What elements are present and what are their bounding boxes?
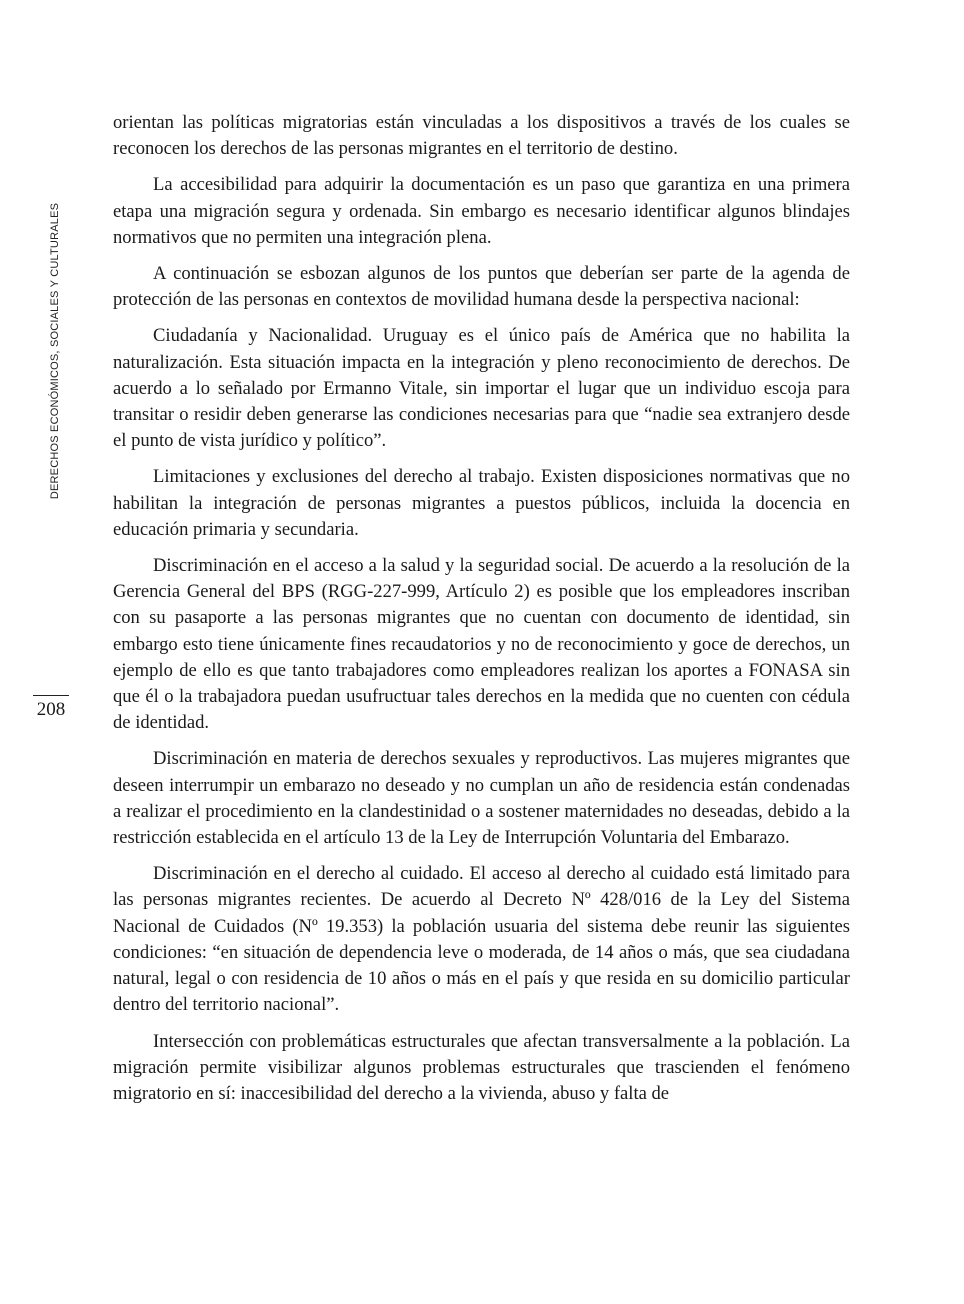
page-number-rule: [33, 695, 69, 696]
running-head-text: DERECHOS ECONÓMICOS, SOCIALES Y CULTURALES: [49, 202, 61, 500]
paragraph-structural-issues: Intersección con problemáticas estructurales que afectan transversalmente a la población. La migración permite visibilizar algunos problemas estructurales que trascienden el fenómeno migratorio en sí: inaccesibilidad del derecho a la vivienda, abuso y falta de: [113, 1030, 850, 1104]
paragraph-health-social-security: Discriminación en el acceso a la salud y la seguridad social. De acuerdo a la resolución de la Gerencia General del BPS (RGG-227-999, Artículo 2) es posible que los empleadores inscriban con su pasaporte a las personas migrantes que no cuentan con documento de identidad, sin embargo esto tiene únicamente fines recaudatorios y no de reconocimiento y goce de derechos, un ejemplo de ello es que tanto trabajadores como empleadores realizan los aportes a FONASA sin que él o la trabajadora puedan usufructuar tales derechos en la medida que no cuenten con cédula de identidad.: [113, 555, 850, 734]
body-text: [113, 110, 850, 1117]
paragraph-documentation-access: La accesibilidad para adquirir la documentación es un paso que garantiza en una primera etapa una migración segura y ordenada. Sin embargo es necesario identificar algunos blindajes normativos que no permiten una integración plena.: [113, 174, 850, 248]
paragraph-continuation: orientan las políticas migratorias están vinculadas a los dispositivos a través de los cuales se reconocen los derechos de las personas migrantes en el territorio de destino.: [113, 112, 850, 160]
paragraph-work-rights: Limitaciones y exclusiones del derecho al trabajo. Existen disposiciones normativas que no habilitan la integración de personas migrantes a puestos públicos, incluida la docencia en educación primaria y secundaria.: [113, 466, 850, 540]
paragraph-agenda-intro: A continuación se esbozan algunos de los puntos que deberían ser parte de la agenda de protección de las personas en contextos de movilidad humana desde la perspectiva nacional:: [113, 263, 850, 311]
paragraph-care-rights: Discriminación en el derecho al cuidado. El acceso al derecho al cuidado está limitado para las personas migrantes recientes. De acuerdo al Decreto Nº 428/016 de la Ley del Sistema Nacional de Cuidados (Nº 19.353) la población usuaria del sistema debe reunir las siguientes condiciones: “en situación de dependencia leve o moderada, de 14 años o más, que sea ciudadana natural, legal o con residencia de 10 años o más en el país y que resida en su domicilio particular dentro del territorio nacional”.: [113, 863, 850, 1016]
page-number: 208: [36, 699, 66, 720]
paragraph-reproductive-rights: Discriminación en materia de derechos sexuales y reproductivos. Las mujeres migrantes que deseen interrumpir un embarazo no deseado y no cumplan un año de residencia están condenadas a realizar el procedimiento en la clandestinidad o a sostener maternidades no deseadas, debido a la restricción establecida en el artículo 13 de la Ley de Interrupción Voluntaria del Embarazo.: [113, 748, 850, 849]
paragraph-citizenship: Ciudadanía y Nacionalidad. Uruguay es el único país de América que no habilita la naturalización. Esta situación impacta en la integración y pleno reconocimiento de derechos. De acuerdo a lo señalado por Ermanno Vitale, sin importar el lugar que un individuo escoja para transitar o residir deben generarse las condiciones necesarias para que “nadie sea extranjero desde el punto de vista jurídico y político”.: [113, 325, 850, 452]
